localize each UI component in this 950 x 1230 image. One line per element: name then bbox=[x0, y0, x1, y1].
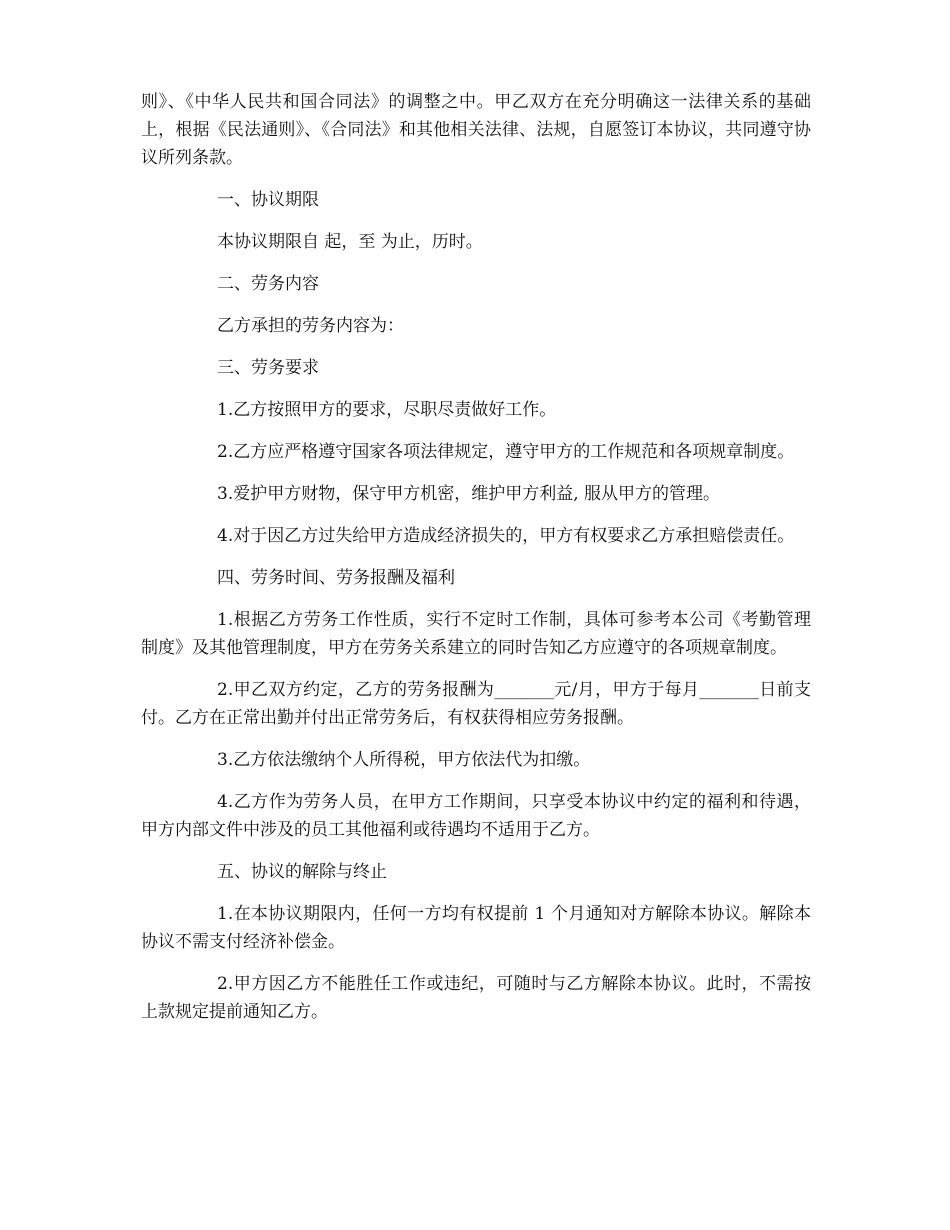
document-body bbox=[141, 88, 811, 1040]
paragraph-term: 本协议期限自 起，至 为止，历时。 bbox=[217, 232, 483, 252]
paragraph-requirement-3: 3.爱护甲方财物，保守甲方机密，维护甲方利益, 服从甲方的管理。 bbox=[217, 484, 721, 504]
paragraph-intro-continued: 则》、《中华人民共和国合同法》的调整之中。甲乙双方在充分明确这一法律关系的基础上，根据《民法通则》、《合同法》和其他相关法律、法规，自愿签订本协议，共同遵守协议所列条款。 bbox=[141, 92, 811, 168]
section-heading-time-pay: 四、劳务时间、劳务报酬及福利 bbox=[217, 568, 455, 588]
paragraph-content: 乙方承担的劳务内容为： bbox=[217, 316, 404, 336]
paragraph-termination-2: 2.甲方因乙方不能胜任工作或违纪，可随时与乙方解除本协议。此时，不需按上款规定提前通知乙方。 bbox=[141, 974, 811, 1022]
section-heading-termination: 五、协议的解除与终止 bbox=[217, 862, 387, 882]
paragraph-time-pay-4: 4.乙方作为劳务人员，在甲方工作期间，只享受本协议中约定的福利和待遇，甲方内部文件中涉及的员工其他福利或待遇均不适用于乙方。 bbox=[141, 792, 811, 840]
paragraph-time-pay-1: 1.根据乙方劳务工作性质，实行不定时工作制，具体可参考本公司《考勤管理制度》及其他管理制度，甲方在劳务关系建立的同时告知乙方应遵守的各项规章制度。 bbox=[141, 610, 811, 658]
paragraph-requirement-4: 4.对于因乙方过失给甲方造成经济损失的，甲方有权要求乙方承担赔偿责任。 bbox=[217, 526, 795, 546]
paragraph-requirement-2: 2.乙方应严格遵守国家各项法律规定，遵守甲方的工作规范和各项规章制度。 bbox=[217, 442, 795, 462]
paragraph-time-pay-2: 2.甲乙双方约定，乙方的劳务报酬为_______元/月，甲方于每月_______日前支付。乙方在正常出勤并付出正常劳务后，有权获得相应劳务报酬。 bbox=[141, 680, 811, 728]
section-heading-content: 二、劳务内容 bbox=[217, 274, 319, 294]
paragraph-time-pay-3: 3.乙方依法缴纳个人所得税，甲方依法代为扣缴。 bbox=[217, 750, 591, 770]
section-heading-term: 一、协议期限 bbox=[217, 190, 319, 210]
paragraph-requirement-1: 1.乙方按照甲方的要求，尽职尽责做好工作。 bbox=[217, 400, 557, 420]
section-heading-requirements: 三、劳务要求 bbox=[217, 358, 319, 378]
paragraph-termination-1: 1.在本协议期限内，任何一方均有权提前 1 个月通知对方解除本协议。解除本协议不需支付经济补偿金。 bbox=[141, 904, 811, 952]
